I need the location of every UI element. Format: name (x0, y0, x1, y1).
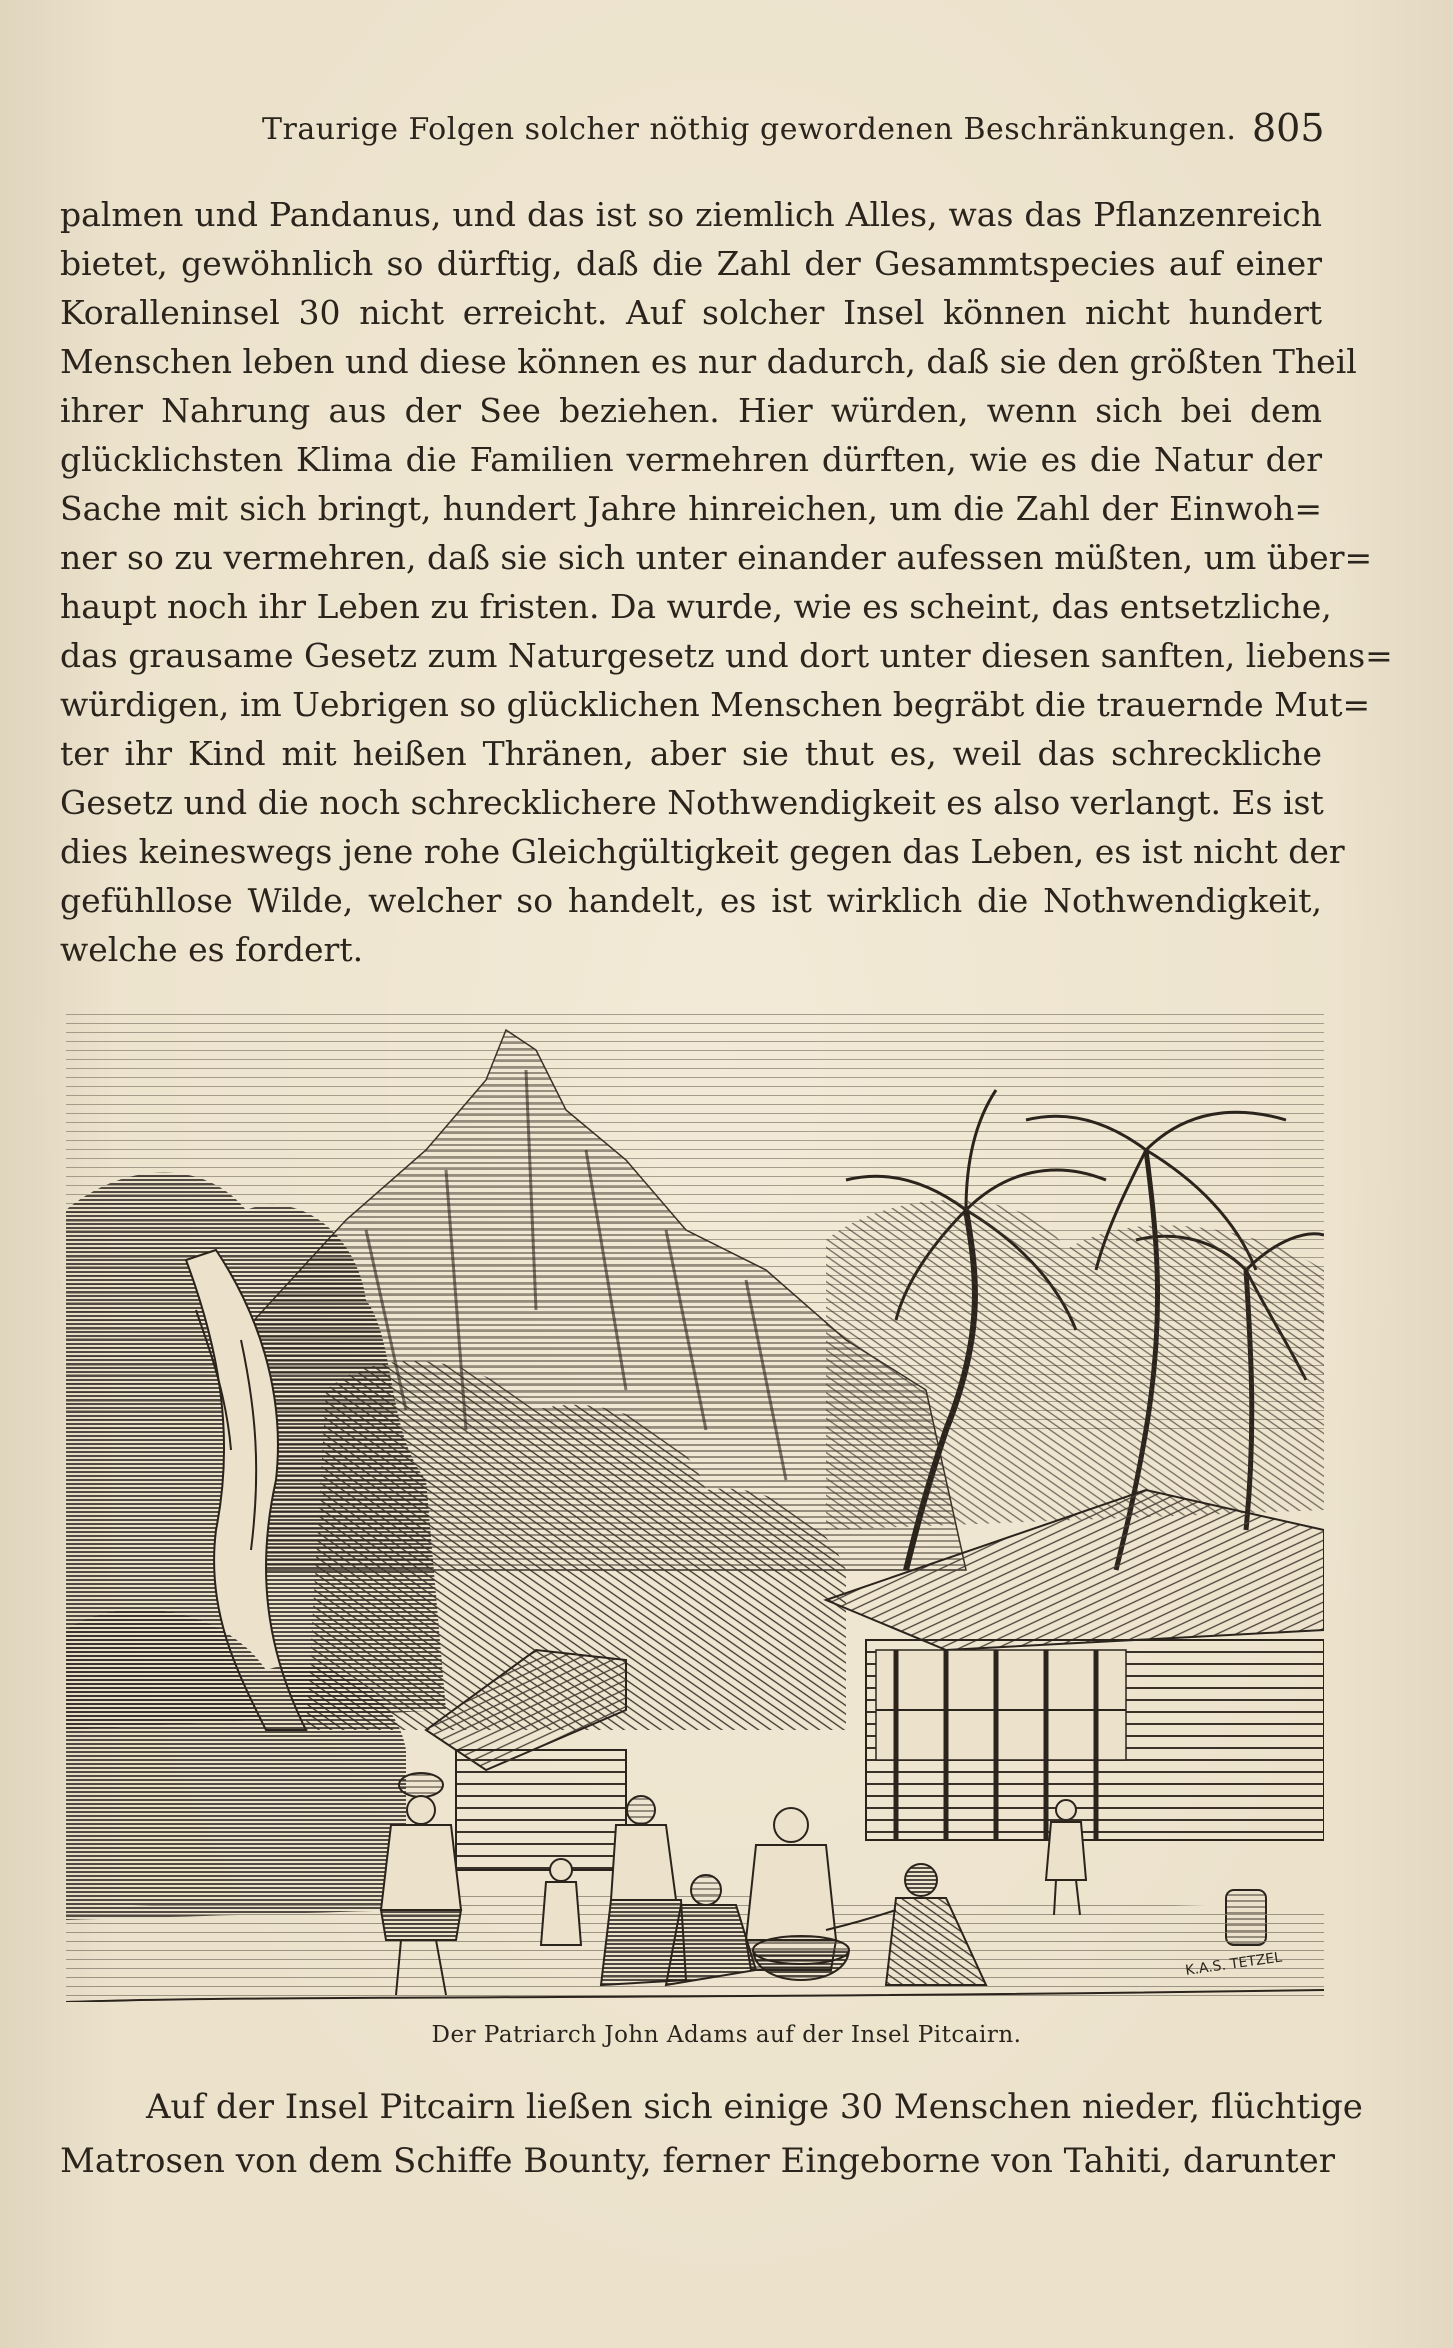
text-line: ihrer Nahrung aus der See beziehen. Hier würden, wenn sich bei dem (60, 391, 1322, 430)
page-number: 805 (1252, 106, 1325, 150)
palm-foliage (826, 1200, 1324, 1530)
text-line: bietet, gewöhnlich so dürftig, daß die Zahl der Gesammtspecies auf einer (60, 244, 1322, 283)
engraving-illustration (66, 1010, 1324, 2002)
text-line: ter ihr Kind mit heißen Thränen, aber sie thut es, weil das schreckliche (60, 734, 1322, 773)
text-line: palmen und Pandanus, und das ist so ziemlich Alles, was das Pflanzenreich (60, 195, 1322, 234)
figure-kneeling-center (666, 1875, 756, 1985)
text-line: Menschen leben und diese können es nur dadurch, daß sie den größten Theil (60, 342, 1357, 381)
text-line: Auf der Insel Pitcairn ließen sich einige 30 Menschen nieder, flüchtige (146, 2087, 1363, 2127)
figure-child (541, 1859, 581, 1945)
text-line: haupt noch ihr Leben zu fristen. Da wurde, wie es scheint, das entsetzliche, (60, 587, 1332, 626)
text-line: Matrosen von dem Schiffe Bounty, ferner Eingeborne von Tahiti, darunter (60, 2141, 1336, 2181)
text-line: glücklichsten Klima die Familien vermehren dürften, wie es die Natur der (60, 440, 1322, 479)
figure-caption: Der Patriarch John Adams auf der Insel Pitcairn. (431, 2022, 1022, 2048)
paragraph-1 (60, 190, 1393, 974)
text-line: dies keineswegs jene rohe Gleichgültigkeit gegen das Leben, es ist nicht der (60, 832, 1345, 871)
paragraph-2 (60, 2080, 1363, 2188)
text-line: Gesetz und die noch schrecklichere Nothwendigkeit es also verlangt. Es ist (60, 783, 1324, 822)
text-line: Sache mit sich bringt, hundert Jahre hinreichen, um die Zahl der Einwoh= (60, 489, 1322, 528)
text-line: gefühllose Wilde, welcher so handelt, es ist wirklich die Nothwendigkeit, (60, 881, 1322, 920)
engraving-svg (66, 1010, 1324, 2002)
text-line: ner so zu vermehren, daß sie sich unter einander aufessen müßten, um über= (60, 538, 1373, 577)
text-line: welche es fordert. (60, 930, 364, 969)
running-head: Traurige Folgen solcher nöthig gewordenen Beschränkungen. (262, 112, 1237, 147)
text-line: das grausame Gesetz zum Naturgesetz und dort unter diesen sanften, liebens= (60, 636, 1393, 675)
engraver-signature: K.A.S. TETZEL (1184, 1949, 1283, 1979)
text-line: würdigen, im Uebrigen so glücklichen Menschen begräbt die trauernde Mut= (60, 685, 1371, 724)
text-line: Koralleninsel 30 nicht erreicht. Auf solcher Insel können nicht hundert (60, 293, 1322, 332)
